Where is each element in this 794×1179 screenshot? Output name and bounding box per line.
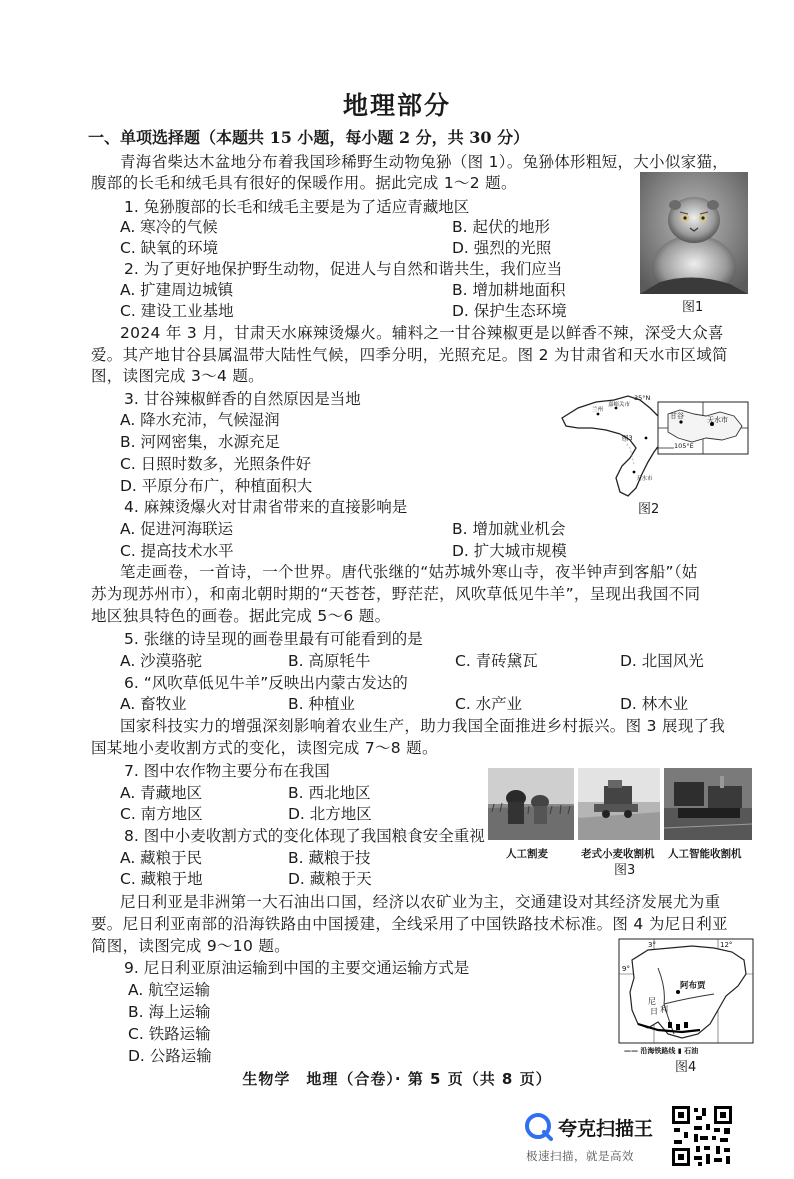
passage-2-line-3: 图，读图完成 3～4 题。 [91,367,264,385]
passage-2-line-2: 爱。其产地甘谷县属温带大陆性气候，四季分明，光照充足。图 2 为甘肃省和天水市区域简 [91,346,728,364]
q2-option-d: D. 保护生态环境 [452,302,567,320]
q5-option-d: D. 北国风光 [620,652,704,670]
figure-3-caption: 图3 [614,863,636,878]
scanner-brand-name: 夸克扫描王 [558,1118,654,1140]
section-heading: 一、单项选择题（本题共 15 小题，每小题 2 分，共 30 分） [88,128,530,147]
ai-harvester-image [664,768,752,840]
q1-option-b: B. 起伏的地形 [452,218,550,236]
page-title: 地理部分 [342,91,451,120]
passage-3-line-1: 笔走画卷，一首诗，一个世界。唐代张继的“姑苏城外寒山寺，夜半钟声到客船”（姑 [120,563,698,581]
figure-2-gansu-map [556,378,752,500]
fig4-country-label-1: 尼 [648,997,656,1006]
q2-option-b: B. 增加耕地面积 [452,281,566,299]
q8-option-d: D. 藏粮于天 [288,870,372,888]
manual-harvest-image [488,768,574,840]
passage-5-line-3: 简图，读图完成 9～10 题。 [91,937,290,955]
q4-option-d: D. 扩大城市规模 [452,542,567,560]
q7-option-c: C. 南方地区 [120,805,203,823]
qr-code [670,1104,734,1168]
q5-option-a: A. 沙漠骆驼 [120,652,203,670]
fig3-label-old-harvester: 老式小麦收割机 [581,848,655,860]
passage-5-line-2: 要。尼日利亚南部的沿海铁路由中国援建，全线采用了中国铁路技术标准。图 4 为尼日利亚 [91,915,728,933]
scanner-tagline: 极速扫描，就是高效 [526,1149,634,1163]
q3-option-b: B. 河网密集，水源充足 [120,433,280,451]
passage-2-line-1: 2024 年 3 月，甘肃天水麻辣烫爆火。辅料之一甘谷辣椒更是以鲜香不辣，深受大众喜 [120,324,724,342]
fig2-inset-caption: 图3 [622,434,633,442]
figure-4-nigeria-map [618,938,754,1058]
fig4-river-label: 利 [660,1005,668,1014]
passage-3-line-3: 地区独具特色的画卷。据此完成 5～6 题。 [91,607,391,625]
fig3-label-manual: 人工割麦 [506,848,548,860]
passage-4-line-1: 国家科技实力的增强深刻影响着农业生产，助力我国全面推进乡村振兴。图 3 展现了我 [120,717,726,735]
q3-option-d: D. 平原分布广，种植面积大 [120,477,313,495]
q6-option-c: C. 水产业 [455,695,523,713]
question-4-stem: 4. 麻辣烫爆火对甘肃省带来的直接影响是 [124,498,408,516]
scanner-logo-icon [524,1112,554,1142]
figure-3-panel-ai-harvester [664,768,752,840]
fig4-city-label: 阿布贾 [680,981,706,991]
gansu-map-image [556,378,752,500]
page-footer: 生物学 地理（合卷）· 第 5 页（共 8 页） [242,1070,552,1088]
fig2-lat-label: 35°N [634,394,651,402]
q2-option-a: A. 扩建周边城镇 [120,281,234,299]
question-5-stem: 5. 张继的诗呈现的画卷里最有可能看到的是 [124,630,423,648]
fig4-legend: —— 沿海铁路线 ▮ 石油 [624,1047,699,1055]
q9-option-c: C. 铁路运输 [128,1025,211,1043]
q4-option-a: A. 促进河海联运 [120,520,234,538]
qr-code-icon [670,1104,734,1168]
q7-option-d: D. 北方地区 [288,805,372,823]
q1-option-c: C. 缺氧的环境 [120,239,219,257]
q1-option-a: A. 寒冷的气候 [120,218,218,236]
question-8-stem: 8. 图中小麦收割方式的变化体现了我国粮食安全重视 [124,827,485,845]
figure-1-cat-photo [640,172,748,294]
scanner-watermark [524,1108,664,1168]
figure-4-caption: 图4 [675,1060,697,1075]
fig2-city-label-3: 天水市 [636,476,653,482]
q3-option-a: A. 降水充沛，气候湿润 [120,411,280,429]
q1-option-d: D. 强烈的光照 [452,239,552,257]
question-7-stem: 7. 图中农作物主要分布在我国 [124,762,330,780]
q8-option-b: B. 藏粮于技 [288,849,371,867]
q5-option-b: B. 高原牦牛 [288,652,371,670]
figure-3-panel-old-harvester [578,768,660,840]
figure-2-caption: 图2 [638,502,660,517]
question-6-stem: 6. “风吹草低见牛羊”反映出内蒙古发达的 [124,674,408,692]
nigeria-map-image [618,938,754,1058]
q7-option-b: B. 西北地区 [288,784,371,802]
fig2-city-label-2: 嘉峪关市 [608,402,631,408]
figure-1-caption: 图1 [682,300,704,315]
q4-option-c: C. 提高技术水平 [120,542,234,560]
q6-option-a: A. 畜牧业 [120,695,187,713]
question-1-stem: 1. 兔狲腹部的长毛和绒毛主要是为了适应青藏地区 [124,198,470,216]
fig4-lon-label-1: 3° [648,941,656,949]
q9-option-a: A. 航空运输 [128,981,211,999]
q7-option-a: A. 青藏地区 [120,784,203,802]
fig2-tianshui-label: 天水市 [707,416,728,424]
passage-1-line-2: 腹部的长毛和绒毛具有很好的保暖作用。据此完成 1～2 题。 [91,174,517,192]
fig2-city-label-1: 兰州 [592,407,604,413]
q4-option-b: B. 增加就业机会 [452,520,566,538]
q9-option-b: B. 海上运输 [128,1003,211,1021]
cat-photo-image [640,172,748,294]
question-3-stem: 3. 甘谷辣椒鲜香的自然原因是当地 [124,390,361,408]
fig4-lat-label: 9° [622,965,630,973]
passage-4-line-2: 国某地小麦收割方式的变化，读图完成 7～8 题。 [91,739,438,757]
old-harvester-image [578,768,660,840]
q5-option-c: C. 青砖黛瓦 [455,652,538,670]
q8-option-c: C. 藏粮于地 [120,870,203,888]
fig2-gangu-label: 甘谷 [670,412,684,420]
q8-option-a: A. 藏粮于民 [120,849,203,867]
passage-1-line-1: 青海省柴达木盆地分布着我国珍稀野生动物兔狲（图 1）。兔狲体形粗短，大小似家猫， [120,153,729,171]
q2-option-c: C. 建设工业基地 [120,302,234,320]
q6-option-d: D. 林木业 [620,695,689,713]
fig2-lon-label: 105°E [674,442,694,450]
passage-5-line-1: 尼日利亚是非洲第一大石油出口国，经济以农矿业为主，交通建设对其经济发展尤为重 [120,893,721,911]
passage-3-line-2: 苏为现苏州市），和南北朝时期的“天苍苍，野茫茫，风吹草低见牛羊”，呈现出我国不同 [91,585,701,603]
fig4-lon-label-2: 12° [720,941,733,949]
q9-option-d: D. 公路运输 [128,1047,212,1065]
q3-option-c: C. 日照时数多，光照条件好 [120,455,312,473]
fig4-country-label-2: 日 [650,1007,658,1016]
fig3-label-ai-harvester: 人工智能收割机 [668,848,742,860]
question-2-stem: 2. 为了更好地保护野生动物，促进人与自然和谐共生，我们应当 [124,260,563,278]
question-9-stem: 9. 尼日利亚原油运输到中国的主要交通运输方式是 [124,959,470,977]
figure-3-panel-manual [488,768,574,840]
q6-option-b: B. 种植业 [288,695,355,713]
